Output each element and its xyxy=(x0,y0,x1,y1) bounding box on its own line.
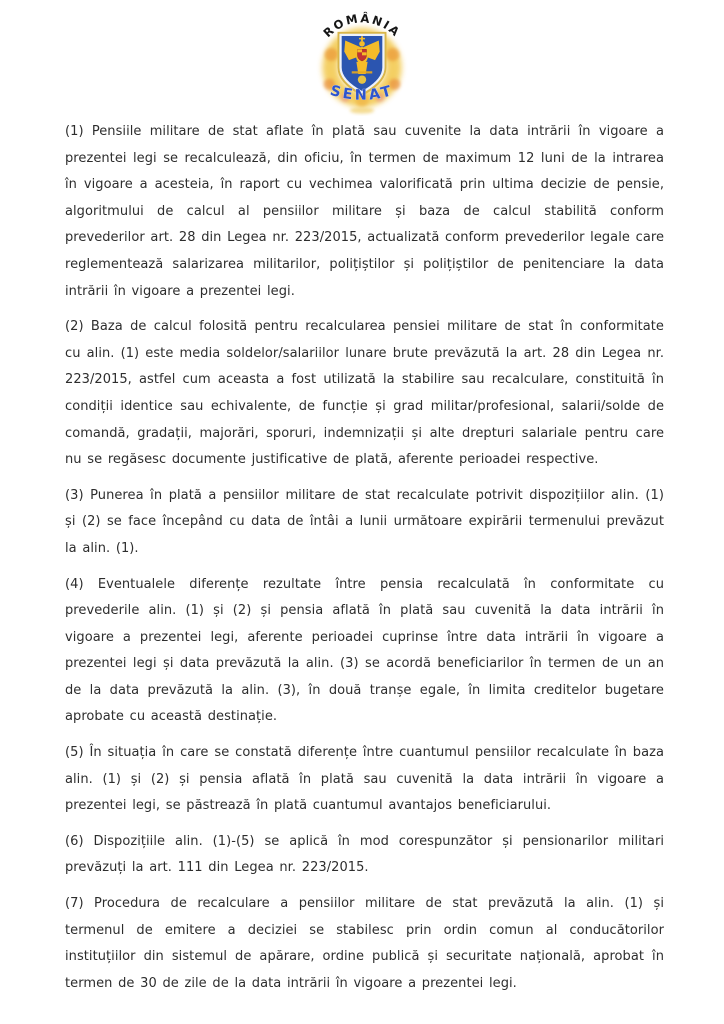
paragraph-3: (3) Punerea în plată a pensiilor militare de stat recalculate potrivit dispozițiilor alin. (1) și (2) se face începând cu data de întâi a lunii următoare expirării termenului prevăzut la alin. (1). xyxy=(65,487,664,556)
ribbon-ornament-icon xyxy=(350,107,374,114)
romania-senate-emblem-icon xyxy=(302,6,422,116)
paragraph-2: (2) Baza de calcul folosită pentru recalcularea pensiei militare de stat în conformitate cu alin. (1) este media soldelor/salariilor lunare brute prevăzută la art. 28 din Legea nr. 223/2015, astfel cum aceasta a fost utilizată la stabilire sau recalculare, constituită în condiții identice sau echivalente, de funcție și grad militar/profesional, salarii/solde de comandă, gradații, majorări, sporuri, indemnizații și alte drepturi salariale pentru care nu se regăsesc documente justificative de plată, aferente perioadei respective. xyxy=(65,319,664,468)
logo-country-label: ROMÂNIA xyxy=(320,11,404,41)
paragraph-1: (1) Pensiile militare de stat aflate în plată sau cuvenite la data intrării în vigoare a prezentei legi se recalculează, din oficiu, în termen de maximum 12 luni de la intrarea în vigoare a acesteia, în raport cu vechimea valorificată prin ultima decizie de pensie, algoritmului de calcul al pensiilor militare și baza de calcul stabilită conform prevederilor art. 28 din Legea nr. 223/2015, actualizată conform prevederilor legale care reglementează salarizarea militarilor, polițiștilor și polițiștilor de penitenciare la data intrării în vigoare a prezentei legi. xyxy=(65,124,664,299)
paragraph-7: (7) Procedura de recalculare a pensiilor militare de stat prevăzută la alin. (1) și termenul de emitere a deciziei se stabilesc prin ordin comun al conducătorilor instituțiilor din sistemul de apărare, ordine publică și securitate națională, aprobat în termen de 30 de zile de la data intrării în vigoare a prezentei legi. xyxy=(65,896,664,991)
document-body xyxy=(0,116,724,997)
paragraph-6: (6) Dispozițiile alin. (1)-(5) se aplică în mod corespunzător și pensionarilor militari prevăzuți la art. 111 din Legea nr. 223/2015. xyxy=(65,833,664,876)
paragraph-4: (4) Eventualele diferențe rezultate între pensia recalculată în conformitate cu prevederile alin. (1) și (2) și pensia aflată în plată sau cuvenită la data intrării în vigoare a prezentei legi, aferente perioadei cuprinse între data intrării în vigoare a prezentei legi și data prevăzută la alin. (3) se acordă beneficiarilor în termen de un an de la data prevăzută la alin. (3), în două tranșe egale, în limita creditelor bugetare aprobate cu această destinație. xyxy=(65,576,664,725)
senate-coat-of-arms xyxy=(0,0,724,116)
logo-institution-label: SENAT xyxy=(328,82,396,104)
shield-eagle-icon xyxy=(340,34,385,94)
paragraph-5: (5) În situația în care se constată diferențe între cuantumul pensiilor recalculate în baza alin. (1) și (2) și pensia aflată în plată sau cuvenită la data intrării în vigoare a prezentei legi, se păstrează în plată cuantumul avantajos beneficiarului. xyxy=(65,745,664,814)
